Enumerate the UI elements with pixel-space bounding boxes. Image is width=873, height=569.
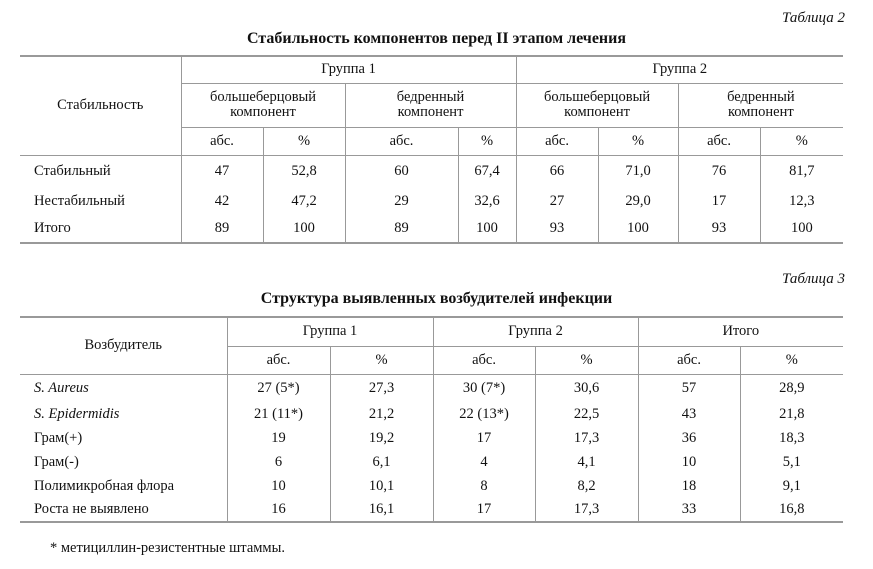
group-header: Итого — [638, 317, 843, 346]
cell-value: 47 — [181, 155, 263, 187]
cell-value: 18 — [638, 474, 740, 498]
cell-value: 19 — [227, 426, 330, 450]
cell-value: 89 — [181, 215, 263, 243]
cell-value: 19,2 — [330, 426, 433, 450]
cell-value: 16 — [227, 498, 330, 522]
cell-value: 16,8 — [740, 498, 843, 522]
cell-value: 32,6 — [458, 187, 516, 215]
table-row — [20, 426, 843, 450]
cell-value: 30,6 — [535, 374, 638, 402]
subheader: абс. — [345, 127, 458, 155]
table-row — [20, 450, 843, 474]
row-label: Роста не выявлено — [34, 501, 149, 517]
cell-value: 17 — [678, 187, 760, 215]
cell-value: 81,7 — [760, 155, 843, 187]
cell-value: 17,3 — [535, 498, 638, 522]
cell-value: 21,8 — [740, 402, 843, 426]
cell-value: 93 — [516, 215, 598, 243]
cell-value: 6,1 — [330, 450, 433, 474]
cell-value: 17,3 — [535, 426, 638, 450]
cell-value: 100 — [458, 215, 516, 243]
cell-value: 21,2 — [330, 402, 433, 426]
component-header: бедренный компонент — [345, 83, 516, 127]
stability-table — [20, 55, 843, 244]
cell-value: 10,1 — [330, 474, 433, 498]
subheader: абс. — [227, 346, 330, 374]
cell-value: 30 (7*) — [433, 374, 535, 402]
subheader: % — [535, 346, 638, 374]
table-row — [20, 374, 843, 402]
cell-value: 29 — [345, 187, 458, 215]
cell-value: 29,0 — [598, 187, 678, 215]
cell-value: 33 — [638, 498, 740, 522]
subheader: % — [760, 127, 843, 155]
group-header: Группа 2 — [516, 56, 843, 83]
subheader: абс. — [638, 346, 740, 374]
table2-caption: Таблица 2 — [782, 10, 845, 26]
subheader: абс. — [181, 127, 263, 155]
row-label: Грам(-) — [34, 453, 79, 470]
row-label: Грам(+) — [34, 429, 83, 446]
subheader: % — [263, 127, 345, 155]
cell-value: 89 — [345, 215, 458, 243]
cell-value: 9,1 — [740, 474, 843, 498]
cell-value: 16,1 — [330, 498, 433, 522]
table2-title: Стабильность компонентов перед II этапом лечения — [246, 30, 627, 47]
cell-value: 100 — [263, 215, 345, 243]
cell-value: 10 — [638, 450, 740, 474]
subheader: абс. — [516, 127, 598, 155]
cell-value: 36 — [638, 426, 740, 450]
cell-value: 52,8 — [263, 155, 345, 187]
cell-value: 8 — [433, 474, 535, 498]
cell-value: 8,2 — [535, 474, 638, 498]
cell-value: 93 — [678, 215, 760, 243]
cell-value: 4 — [433, 450, 535, 474]
cell-value: 100 — [760, 215, 843, 243]
group-header: Группа 2 — [433, 317, 638, 346]
footnote: * метициллин-резистентные штаммы. — [50, 540, 285, 556]
row-label: S. Epidermidis — [34, 405, 120, 422]
cell-value: 67,4 — [458, 155, 516, 187]
cell-value: 71,0 — [598, 155, 678, 187]
cell-value: 17 — [433, 426, 535, 450]
row-label: Нестабильный — [34, 192, 125, 209]
cell-value: 47,2 — [263, 187, 345, 215]
subheader: % — [740, 346, 843, 374]
group-header: Группа 1 — [181, 56, 516, 83]
table-row — [20, 402, 843, 426]
component-header: большеберцовый компонент — [181, 83, 345, 127]
cell-value: 76 — [678, 155, 760, 187]
group-header: Группа 1 — [227, 317, 433, 346]
row-header: Стабильность — [20, 56, 181, 155]
row-label: S. Aureus — [34, 379, 89, 396]
subheader: % — [598, 127, 678, 155]
table-row — [20, 498, 843, 522]
cell-value: 10 — [227, 474, 330, 498]
cell-value: 43 — [638, 402, 740, 426]
row-label: Стабильный — [34, 162, 111, 179]
component-header: большеберцовый компонент — [516, 83, 678, 127]
cell-value: 27 (5*) — [227, 374, 330, 402]
subheader: абс. — [678, 127, 760, 155]
component-header: бедренный компонент — [678, 83, 843, 127]
cell-value: 12,3 — [760, 187, 843, 215]
subheader: % — [458, 127, 516, 155]
cell-value: 42 — [181, 187, 263, 215]
row-header: Возбудитель — [20, 317, 227, 374]
table3-title: Структура выявленных возбудителей инфекции — [260, 290, 613, 307]
cell-value: 22,5 — [535, 402, 638, 426]
cell-value: 27 — [516, 187, 598, 215]
table-row — [20, 155, 843, 187]
cell-value: 18,3 — [740, 426, 843, 450]
cell-value: 6 — [227, 450, 330, 474]
cell-value: 5,1 — [740, 450, 843, 474]
row-label: Полимикробная флора — [34, 477, 175, 494]
cell-value: 28,9 — [740, 374, 843, 402]
cell-value: 4,1 — [535, 450, 638, 474]
cell-value: 66 — [516, 155, 598, 187]
table-row — [20, 215, 843, 243]
cell-value: 27,3 — [330, 374, 433, 402]
table-row — [20, 474, 843, 498]
cell-value: 60 — [345, 155, 458, 187]
cell-value: 100 — [598, 215, 678, 243]
cell-value: 57 — [638, 374, 740, 402]
pathogens-table — [20, 316, 843, 523]
subheader: % — [330, 346, 433, 374]
subheader: абс. — [433, 346, 535, 374]
table-row — [20, 187, 843, 215]
cell-value: 21 (11*) — [227, 402, 330, 426]
table3-caption: Таблица 3 — [782, 271, 845, 287]
row-label: Итого — [34, 220, 71, 236]
cell-value: 22 (13*) — [433, 402, 535, 426]
cell-value: 17 — [433, 498, 535, 522]
